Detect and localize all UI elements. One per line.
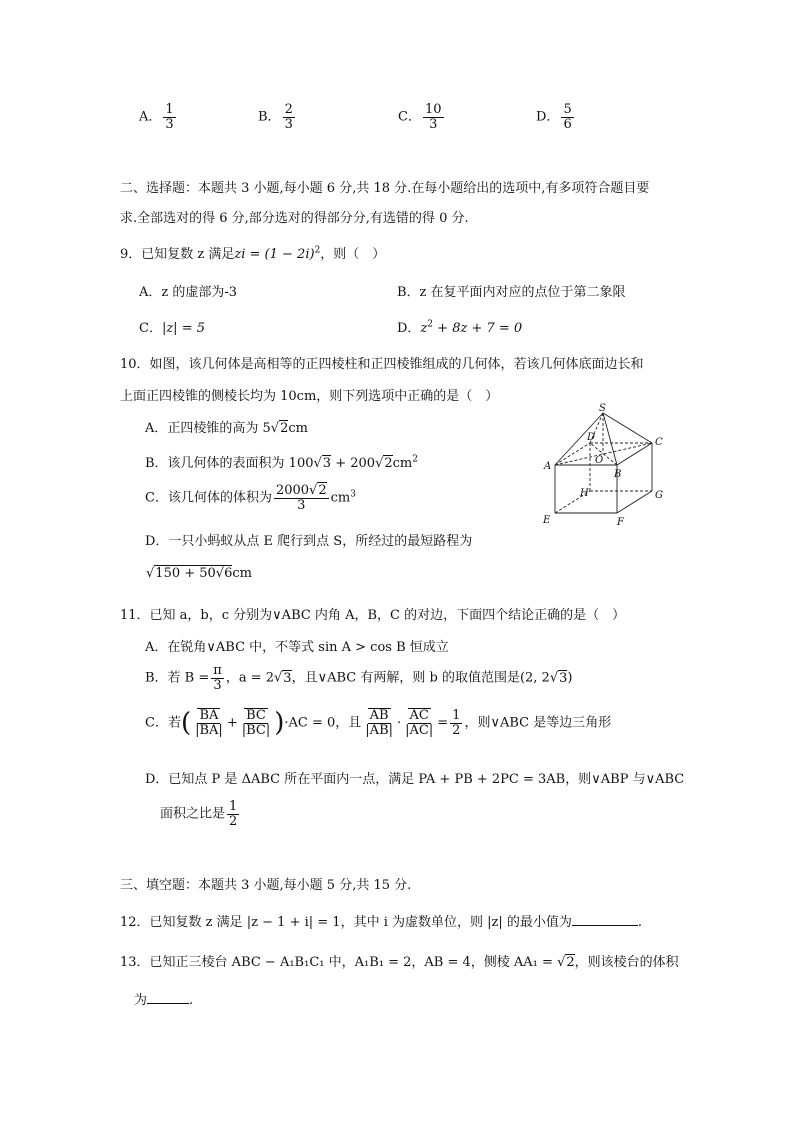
vector: BA: [199, 707, 219, 723]
fraction: [283, 103, 295, 131]
option-text: B．该几何体的表面积为 100: [145, 456, 314, 471]
vector-norm: |BA|: [195, 722, 223, 738]
paren: (: [180, 708, 192, 738]
option-text: ，a = 2: [225, 670, 274, 686]
range-close: ): [567, 670, 573, 686]
q13-line2: [134, 989, 193, 1008]
fraction: [363, 709, 395, 737]
label-o: O: [595, 455, 604, 466]
option-label: C．: [139, 321, 162, 336]
q8-option-b: [258, 103, 297, 131]
option-label: C．若: [145, 715, 181, 731]
radicand: 2: [318, 483, 327, 498]
option-text: C．该几何体的体积为: [145, 490, 272, 506]
q8-option-c: [398, 103, 446, 131]
q10-option-c: [145, 484, 356, 512]
q9-option-b: B．z 在复平面内对应的点位于第二象限: [397, 285, 626, 300]
label-f: F: [617, 517, 624, 528]
label-b: B: [614, 469, 622, 480]
numerator-coef: 2000: [275, 483, 310, 498]
option-text: A．正四棱锥的高为 5: [145, 421, 271, 436]
exponent: 2: [314, 245, 321, 256]
label-s: S: [599, 403, 606, 414]
numerator: 2000√2: [275, 483, 327, 498]
denominator: 2: [452, 722, 461, 738]
label-h: H: [580, 488, 589, 499]
radicand: 2: [384, 456, 393, 471]
question-text: 12．已知复数 z 满足 |z − 1 + i| = 1，其中 i 为虚数单位，则 |z| 的最小值为: [120, 915, 572, 930]
q8-option-d: [536, 103, 576, 131]
denominator: 3: [429, 116, 438, 132]
exponent: 2: [427, 319, 434, 330]
q8-option-a: [139, 103, 178, 131]
plus-term: + 200: [331, 456, 376, 471]
denominator: 2: [229, 813, 238, 829]
edge-fg: [617, 491, 652, 513]
label-d: D: [587, 432, 596, 443]
q11-stem: 11．已知 a，b，c 分别为∨ABC 内角 A，B，C 的对边，下面四个结论正确的是（ ）: [120, 608, 626, 623]
equation: + 8z + 7 = 0: [433, 321, 523, 336]
exponent: 2: [412, 454, 418, 465]
q11-option-a: A．在锐角∨ABC 中，不等式 sin A > cos B 恒成立: [145, 640, 449, 655]
range: (2, 2: [519, 670, 550, 686]
stem-text: 9．已知复数 z 满足: [120, 247, 235, 262]
fraction: [423, 103, 444, 131]
denominator: 6: [563, 116, 572, 132]
radicand: 150 + 50√6: [155, 566, 233, 581]
unit: cm: [288, 421, 308, 436]
option-text: ，则∨ABC 是等边三角形: [464, 715, 612, 731]
q11-option-b: B．若 B = $\frac{\pi}{3}$ ，a = 2√3，且∨ABC 有两解，则 b 的取值范围是(2, 2√3): [145, 663, 573, 693]
radicand: 2: [566, 955, 575, 970]
q11-option-c: C．若( $\frac{BA}{|BA|}$ + $\frac{BC}{|BC|}$ )·AC = 0，且 $\frac{AB}{|AB|}$ · $\frac{AC}{|AC|}$ = $\frac{1}{2}$ ，则∨ABC 是等边三角形: [145, 707, 612, 738]
option-label: B．: [258, 109, 281, 125]
fraction: [274, 484, 329, 512]
stem-tail: ，则（ ）: [320, 247, 386, 262]
q10-option-b: B．该几何体的表面积为 $100√3 + 200√2cm^2$: [145, 454, 418, 471]
denominator: 3: [297, 497, 306, 513]
edge-bc: [617, 443, 652, 465]
radicand: 3: [283, 670, 292, 686]
q9-option-d: [397, 317, 522, 336]
label-a: A: [544, 461, 552, 472]
unit: cm: [330, 490, 351, 506]
vector: BC: [246, 707, 266, 723]
option-text: B．若 B =: [145, 670, 210, 686]
fraction: [211, 664, 224, 692]
numerator: 10: [424, 102, 442, 117]
denominator: 3: [284, 116, 293, 132]
fraction: [163, 103, 175, 131]
geometry-figure: [535, 400, 675, 530]
option-text: ，且∨ABC 有两解，则 b 的取值范围是: [291, 670, 520, 686]
option-label: A．: [139, 109, 162, 125]
q10-option-a: A．正四棱锥的高为 5√2cm: [145, 421, 308, 436]
fraction: [403, 709, 435, 737]
label-e: E: [543, 515, 551, 526]
edge-sc: [603, 413, 652, 443]
equals: =: [437, 715, 449, 731]
equation: zi = (1 − 2i): [234, 247, 315, 262]
q9-stem: [120, 243, 385, 262]
unit: cm: [232, 566, 252, 581]
q10-option-d-line1: D．一只小蚂蚁从点 E 爬行到点 S，所经过的最短路程为: [145, 534, 473, 549]
option-label: D．: [397, 321, 421, 336]
period: .: [637, 915, 643, 930]
fraction: [561, 103, 573, 131]
q10-option-d-line2: √150 + 50√6cm: [146, 566, 252, 581]
plus: +: [226, 715, 238, 731]
q10-stem-line2: 上面正四棱锥的侧棱长均为 10cm，则下列选项中正确的是（ ）: [120, 389, 499, 404]
paren: ): [274, 708, 285, 738]
period: .: [189, 993, 194, 1008]
q9-option-a: A．z 的虚部为-3: [139, 285, 238, 300]
label-g: G: [655, 490, 663, 501]
radicand: 3: [559, 670, 568, 686]
vector: AB: [369, 707, 389, 723]
fraction: [450, 709, 462, 737]
q9-option-c: [139, 317, 205, 336]
option-label: D．: [536, 109, 560, 125]
q11-option-d-line2: [160, 800, 241, 828]
exponent: 3: [350, 489, 356, 500]
vector: AC: [409, 707, 429, 723]
q10-stem-line1: 10．如图，该几何体是高相等的正四棱柱和正四棱锥组成的几何体，若该几何体底面边长和: [120, 357, 644, 372]
section3-heading: 三、填空题：本题共 3 小题,每小题 5 分,共 15 分.: [120, 878, 412, 893]
label-c: C: [655, 437, 663, 448]
section2-heading-line2: 求.全部选对的得 6 分,部分选对的得部分分,有选错的得 0 分.: [120, 211, 469, 226]
option-label: C．: [398, 109, 421, 125]
question-text: 13．已知正三棱台 ABC − A₁B₁C₁ 中，A₁B₁ = 2，AB = 4，侧棱 AA₁ =: [120, 955, 558, 970]
q12: [120, 911, 642, 930]
numerator: 1: [229, 799, 238, 814]
answer-blank[interactable]: [147, 1003, 189, 1004]
vector-norm: |AC|: [405, 722, 434, 738]
dot-product: ·AC = 0，且: [284, 715, 362, 731]
fraction: [193, 709, 225, 737]
vector-norm: |BC|: [241, 722, 271, 738]
variable: z: [420, 321, 428, 336]
option-text: 面积之比是: [160, 806, 226, 822]
numerator: 1: [452, 707, 461, 723]
question-text: ，则该棱台的体积: [574, 955, 679, 970]
q13-line1: 13．已知正三棱台 ABC − A₁B₁C₁ 中，A₁B₁ = 2，AB = 4，侧棱 AA₁ = √2，则该棱台的体积: [120, 955, 679, 970]
numerator: π: [213, 663, 222, 678]
radicand: 2: [280, 421, 289, 436]
denominator: 3: [213, 677, 222, 693]
question-text: 为: [134, 993, 148, 1008]
radicand: 3: [322, 456, 332, 471]
answer-blank[interactable]: [572, 925, 638, 926]
numerator: 1: [165, 102, 174, 117]
unit: cm: [392, 456, 413, 471]
numerator: 5: [563, 102, 572, 117]
numerator: 2: [284, 102, 293, 117]
denominator: 3: [165, 116, 174, 132]
equation: |z| = 5: [161, 321, 205, 336]
section2-heading-line1: 二、选择题：本题共 3 小题,每小题 6 分,共 18 分.在每小题给出的选项中,有多项符合题目要: [120, 181, 650, 196]
fraction: [240, 709, 273, 737]
q11-option-d-line1: D．已知点 P 是 ΔABC 所在平面内一点，满足 PA + PB + 2PC = 3AB，则∨ABP 与∨ABC: [145, 772, 685, 787]
fraction: [227, 800, 239, 828]
vector-norm: |AB|: [365, 722, 393, 738]
